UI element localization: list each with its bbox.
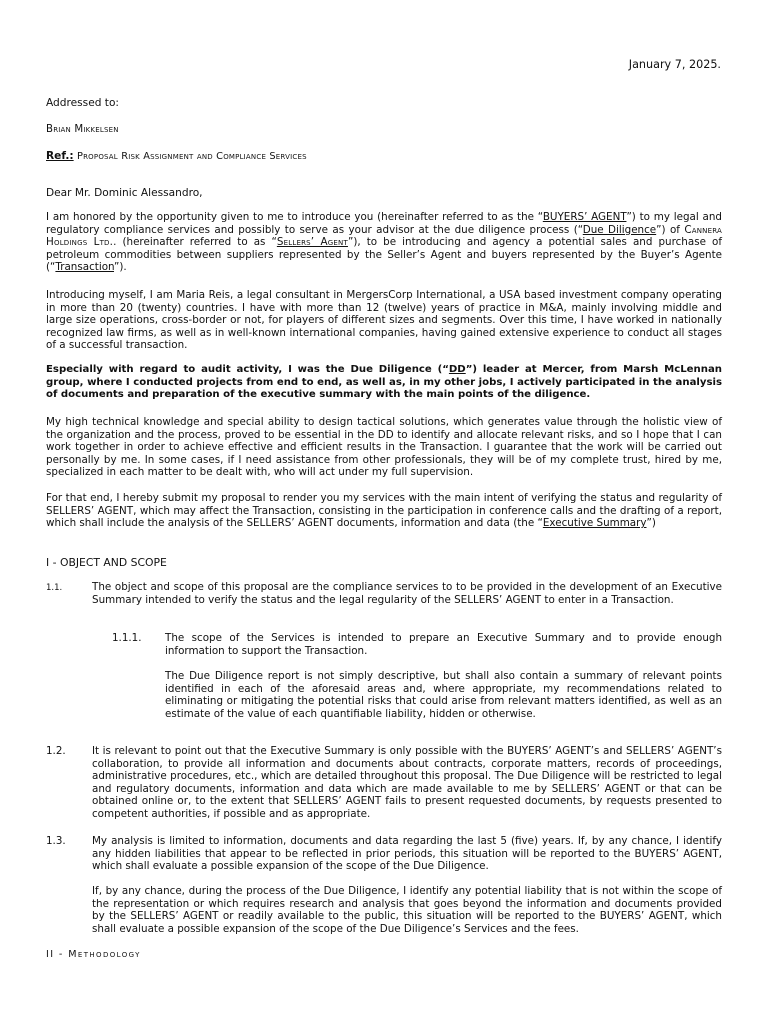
- due-diligence-term: Due Diligence: [582, 223, 657, 236]
- transaction-term: Transaction: [55, 261, 115, 274]
- sellers-agent-term: Sellers’ Agent: [276, 236, 348, 249]
- audit-experience-paragraph: Especially with regard to audit activity, I was the Due Diligence (“DD”) leader at Mercer, from Marsh McLennan group, where I conducted projects from end to end, as well as, in my other jobs, I actively participated in the analysis of documents and preparation of the executive summary with the main points of the diligence.: [46, 364, 722, 401]
- letter-date: January 7, 2025.: [628, 58, 721, 71]
- clause-1-3-text: My analysis is limited to information, documents and data regarding the last 5 (five) years. If, by any chance, I identify any hidden liabilities that appear to be reflected in prior periods, this situation will be reported to the BUYERS’ AGENT, which shall evaluate a possible expansion of the scope of the Due Diligence.: [92, 835, 722, 873]
- intro-paragraph: I am honored by the opportunity given to me to introduce you (hereinafter referred to as the “BUYERS’ AGENT”) to my legal and regulatory compliance services and possibly to serve as your advisor at the due diligence process (“Due Diligence”) of Cannera Holdings Ltd.. (hereinafter referred to as “Sellers’ Agent”), to be introducing and agency a potential sales and purchase of petroleum commodities between suppliers represented by the Seller’s Agent and buyers represented by the Buyer’s Agente (“Transaction”).: [46, 211, 722, 274]
- executive-summary-term: Executive Summary: [542, 517, 647, 530]
- dd-term: DD: [448, 364, 466, 375]
- clause-number-1-2: 1.2.: [46, 745, 66, 757]
- buyers-agent-term: BUYERS’ AGENT: [542, 211, 627, 223]
- proposal-paragraph: For that end, I hereby submit my proposal to render you my services with the main intent of verifying the status and regularity of SELLERS’ AGENT, which may affect the Transaction, consisting in the participation in conference calls and the drafting of a report, which shall include the analysis of the SELLERS’ AGENT documents, information and data (the “Executive Summary”): [46, 492, 722, 530]
- ref-text: Proposal Risk Assignment and Compliance Services: [77, 151, 307, 162]
- ref-label: Ref.:: [46, 150, 74, 162]
- addressed-to-label: Addressed to:: [46, 97, 120, 109]
- expertise-paragraph: My high technical knowledge and special ability to design tactical solutions, which generates value through the holistic view of the organization and the process, proved to be essential in the DD to identify and allocate relevant risks, and so I hope that I can work together in order to achieve effective and efficient results in the Transaction. I guarantee that the work will be carried out personally by me. In some cases, if I need assistance from other professionals, they will be of my complete trust, hired by me, specialized in each matter to be dealt with, who will act under my full supervision.: [46, 416, 722, 479]
- company-name: Cannera Holdings Ltd.: [46, 223, 722, 249]
- clause-1-2-text: It is relevant to point out that the Executive Summary is only possible with the BUYERS’ AGENT’s and SELLERS’ AGENT’s collaboration, to provide all information and documents about contracts, corporate matters, records of proceedings, administrative procedures, etc., which are detailed throughout this proposal. The Due Diligence will be restricted to legal and regulatory documents, information and data which are made available to me by SELLERS’ AGENT or that can be obtained online or, to the extent that SELLERS’ AGENT fails to present requested documents, by requests presented to competent authorities, if possible and as appropriate.: [92, 745, 722, 820]
- clause-number-1-3: 1.3.: [46, 835, 66, 847]
- section-heading-object-scope: I - OBJECT AND SCOPE: [46, 556, 167, 569]
- clause-1-3-continuation: If, by any chance, during the process of the Due Diligence, I identify any potential liability that is not within the scope of the representation or which requires research and analysis that goes beyond the information and documents provided by the SELLERS’ AGENT or readily available to the public, this situation will be reported to the BUYERS’ AGENT, which shall evaluate a possible expansion of the scope of the Due Diligence’s Services and the fees.: [92, 885, 722, 935]
- salutation: Dear Mr. Dominic Alessandro,: [46, 187, 203, 199]
- reference-line: [46, 150, 307, 163]
- clause-1-1-1-continuation: The Due Diligence report is not simply descriptive, but shall also contain a summary of relevant points identified in each of the aforesaid areas and, where appropriate, my recommendations related to eliminating or mitigating the potential risks that could arise from relevant matters identified, as well as an estimate of the value of each quantifiable liability, hidden or otherwise.: [165, 670, 722, 720]
- clause-1-1-text: The object and scope of this proposal are the compliance services to to be provided in the development of an Executive Summary intended to verify the status and the legal regularity of the SELLERS’ AGENT to enter in a Transaction.: [92, 581, 722, 606]
- introduction-paragraph: Introducing myself, I am Maria Reis, a legal consultant in MergersCorp International, a USA based investment company operating in more than 20 (twenty) countries. I have with more than 12 (twelve) years of practice in M&A, mainly involving middle and large size operations, cross-border or not, for players of different sizes and segments. Over this time, I have worked in nationally recognized law firms, as well as in well-known international companies, having gained extensive experience to conduct all stages of a successful transaction.: [46, 289, 722, 352]
- clause-number-1-1-1: 1.1.1.: [112, 632, 142, 644]
- section-heading-methodology: II - Methodology: [46, 949, 141, 960]
- recipient-name: Brian Mikkelsen: [46, 124, 119, 135]
- clause-number-1-1: 1.1.: [46, 583, 63, 593]
- clause-1-1-1-text: The scope of the Services is intended to prepare an Executive Summary and to provide enough information to support the Transaction.: [165, 632, 722, 657]
